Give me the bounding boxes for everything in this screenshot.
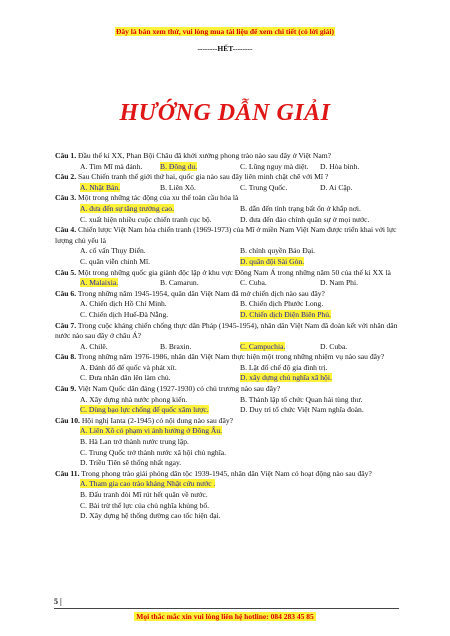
option-text: A. Xây dựng nhà nước phong kiến. — [80, 394, 188, 404]
option-c — [80, 215, 240, 226]
option-list — [80, 426, 400, 468]
correct-answer: C. Campuchia. — [240, 341, 286, 351]
option-d — [240, 310, 400, 321]
option-c — [80, 373, 240, 384]
option-a — [80, 278, 160, 289]
question-2 — [55, 172, 400, 183]
option-text: B. Hà Lan trở thành nước trung lập. — [80, 437, 189, 447]
option-text: D. Nam Phi. — [320, 278, 358, 288]
option-b — [240, 246, 400, 257]
option-d — [80, 458, 400, 469]
correct-answer: A. đưa đến sự tăng trưởng cao. — [80, 203, 174, 213]
option-b — [80, 490, 400, 501]
correct-answer: A. Malaixia. — [80, 278, 119, 288]
question-number: Câu 7. — [55, 320, 77, 330]
option-b — [160, 162, 240, 173]
option-b — [160, 342, 240, 353]
option-c — [80, 405, 240, 416]
option-text: A. Đánh đổ đế quốc và phát xít. — [80, 362, 177, 372]
question-text: Một trong những tác động của xu thế toàn cầu hóa là — [78, 193, 239, 203]
option-text: B. dẫn đến tình trạng bất ổn ở khắp nơi. — [240, 203, 361, 213]
option-d — [240, 373, 400, 384]
option-text: D. Ai Cập. — [320, 182, 353, 192]
correct-answer: A. Liên Xô có phạm vi ảnh hưởng ở Đông Âu. — [80, 426, 223, 436]
correct-answer: C. Dùng bạo lực chống đế quốc xâm lược. — [80, 405, 209, 415]
option-c — [240, 278, 320, 289]
option-a — [80, 204, 240, 215]
option-list — [80, 246, 400, 267]
option-c — [80, 310, 240, 321]
option-a — [80, 299, 240, 310]
option-list — [80, 342, 400, 353]
option-list — [80, 162, 400, 173]
option-text: B. Liên Xô. — [160, 182, 196, 192]
option-a — [80, 246, 240, 257]
question-9 — [55, 384, 400, 395]
question-number: Câu 10. — [55, 415, 80, 425]
option-b — [240, 204, 400, 215]
question-number: Câu 8. — [55, 352, 77, 362]
option-d — [80, 511, 400, 522]
option-text: B. Thành lập tổ chức Quan hải tùng thư. — [240, 394, 363, 404]
option-text: B. Lật đổ chế độ gia đình trị. — [240, 362, 328, 372]
question-number: Câu 5. — [55, 267, 77, 277]
question-number: Câu 9. — [55, 384, 77, 394]
option-list — [80, 204, 400, 225]
correct-answer: A. Nhật Bản. — [80, 182, 121, 192]
option-text: A. Tìm Mĩ mà đánh. — [80, 161, 143, 171]
option-d — [240, 405, 400, 416]
correct-answer: A. Tham gia cao trào kháng Nhật cứu nước . — [80, 479, 216, 489]
question-11 — [55, 469, 400, 480]
correct-answer: D. quân đội Sài Gòn. — [240, 256, 305, 266]
option-text: A. cố vấn Thụy Điển. — [80, 246, 146, 256]
option-text: B. Đấu tranh đòi Mĩ rút hết quân về nước. — [80, 490, 208, 499]
preview-notice — [0, 27, 450, 36]
question-number: Câu 11. — [55, 468, 80, 478]
question-text: Trong những năm 1945-1954, quân dân Việt Nam đã mở chiến dịch nào sau đây? — [77, 288, 325, 298]
correct-answer: B. Đông du. — [160, 161, 198, 171]
option-a — [80, 363, 240, 374]
option-c — [80, 448, 400, 459]
option-d — [320, 342, 400, 353]
option-list — [80, 183, 400, 194]
question-1 — [55, 151, 400, 162]
question-7 — [55, 321, 400, 342]
option-b — [240, 363, 400, 374]
option-list — [80, 479, 400, 521]
question-text: Hội nghị Ianta (2-1945) có nội dung nào sau đây? — [81, 415, 234, 425]
question-3 — [55, 193, 400, 204]
option-a — [80, 342, 160, 353]
option-c — [240, 162, 320, 173]
option-text: D. Xây dựng hệ thống đường cao tốc hiện đại. — [80, 511, 221, 521]
option-d — [320, 278, 400, 289]
option-text: C. xuất hiện nhiều cuộc chiến tranh cục bộ. — [80, 214, 212, 224]
footer-text: Mọi thắc mắc xin vui lòng liên hệ hotline: 084 283 45 85 — [136, 612, 314, 621]
question-number: Câu 4. — [55, 225, 77, 235]
correct-answer: D. xây dựng chủ nghĩa xã hội. — [240, 373, 332, 383]
question-text: Trong phong trào giải phóng dân tộc 1939-1945, nhân dân Việt Nam có hoạt động nào sau đây? — [81, 468, 372, 478]
footer-divider — [54, 608, 399, 609]
option-a — [80, 479, 400, 490]
option-c — [240, 183, 320, 194]
option-d — [240, 257, 400, 268]
option-text: B. Braxin. — [160, 341, 192, 351]
preview-notice-text: Đây là bản xem thử, vui lòng mua tài liệu để xem chi tiết (có lời giải) — [115, 27, 335, 36]
option-a — [80, 426, 400, 437]
option-text: B. Chiến dịch Phước Long. — [240, 299, 324, 309]
option-text: D. Hòa bình. — [320, 161, 360, 171]
question-number: Câu 6. — [55, 288, 77, 298]
option-c — [80, 501, 400, 512]
option-text: C. Lũng nguy mà diệt. — [240, 161, 309, 171]
end-mark: --------HẾT-------- — [197, 44, 253, 53]
option-text: D. Triều Tiên sẽ thống nhất ngay. — [80, 458, 182, 468]
question-text: Đầu thế kỉ XX, Phan Bội Châu đã khởi xướng phong trào nào sau đây ở Việt Nam? — [78, 151, 332, 160]
question-number: Câu 2. — [55, 172, 77, 182]
question-10 — [55, 416, 400, 427]
question-6 — [55, 289, 400, 300]
option-b — [240, 299, 400, 310]
question-8 — [55, 352, 400, 363]
question-list — [55, 151, 400, 522]
option-text: C. Chiến dịch Huế-Đà Nẵng. — [80, 309, 169, 319]
option-text: A. Chilê. — [80, 341, 108, 351]
question-text: Trong những năm 1976-1986, nhân dân Việt Nam thực hiện một trong những nhiệm vụ nào sau đây? — [77, 352, 385, 362]
option-text: C. quân viễn chinh Mĩ. — [80, 256, 151, 266]
option-list — [80, 363, 400, 384]
option-text: C. Trung Quốc trở thành nước xã hội chủ nghĩa. — [80, 447, 227, 457]
question-text: Việt Nam Quốc dân đảng (1927-1930) có chủ trương nào sau đây? — [77, 384, 281, 394]
option-a — [80, 395, 240, 406]
question-number: Câu 1. — [55, 151, 77, 160]
question-5 — [55, 268, 400, 279]
option-b — [240, 395, 400, 406]
option-c — [80, 257, 240, 268]
option-list — [80, 395, 400, 416]
footer — [0, 612, 450, 621]
question-text: Chiến lược Việt Nam hóa chiến tranh (1969-1973) của Mĩ ở miền Nam Việt Nam được triển khai với lực lượng chủ yếu là — [55, 225, 397, 245]
correct-answer: D. Chiến dịch Điện Biên Phủ. — [240, 309, 331, 319]
option-c — [240, 342, 320, 353]
question-text: Trong cuộc kháng chiến chống thực dân Pháp (1945-1954), nhân dân Việt Nam đã đoàn kết với nhân dân nước nào sau đây ở châu Á? — [55, 320, 398, 341]
question-text: Một trong những quốc gia giành độc lập ở khu vực Đông Nam Á trong những năm 50 của thế kỉ XX là — [78, 267, 391, 277]
option-text: C. Cuba. — [240, 278, 267, 288]
option-b — [160, 278, 240, 289]
option-list — [80, 299, 400, 320]
option-text: D. đưa đến đảo chính quân sự ở mọi nước. — [240, 214, 370, 224]
option-text: C. Bài trừ thế lực của chủ nghĩa khủng bố. — [80, 500, 210, 510]
option-list — [80, 278, 400, 289]
option-b — [80, 437, 400, 448]
option-a — [80, 162, 160, 173]
option-d — [320, 162, 400, 173]
option-text: D. Duy trì tổ chức Việt Nam nghĩa đoàn. — [240, 405, 364, 415]
option-text: A. Chiến dịch Hồ Chí Minh. — [80, 299, 167, 309]
option-d — [320, 183, 400, 194]
page-title: HƯỚNG DẪN GIẢI — [119, 100, 331, 126]
question-4 — [55, 225, 400, 246]
page-number: 5 | — [54, 597, 62, 606]
option-text: D. Cuba. — [320, 341, 348, 351]
option-text: C. Trung Quốc. — [240, 182, 288, 192]
option-text: B. Camarun. — [160, 278, 199, 288]
option-d — [240, 215, 400, 226]
option-a — [80, 183, 160, 194]
option-text: B. chính quyền Bảo Đại. — [240, 246, 316, 256]
option-text: C. Đưa nhân dân lên làm chủ. — [80, 373, 171, 383]
question-number: Câu 3. — [55, 193, 77, 203]
question-text: Sau Chiến tranh thế giới thứ hai, quốc gia nào sau đây liên minh chặt chẽ với Mĩ ? — [78, 172, 329, 182]
option-b — [160, 183, 240, 194]
